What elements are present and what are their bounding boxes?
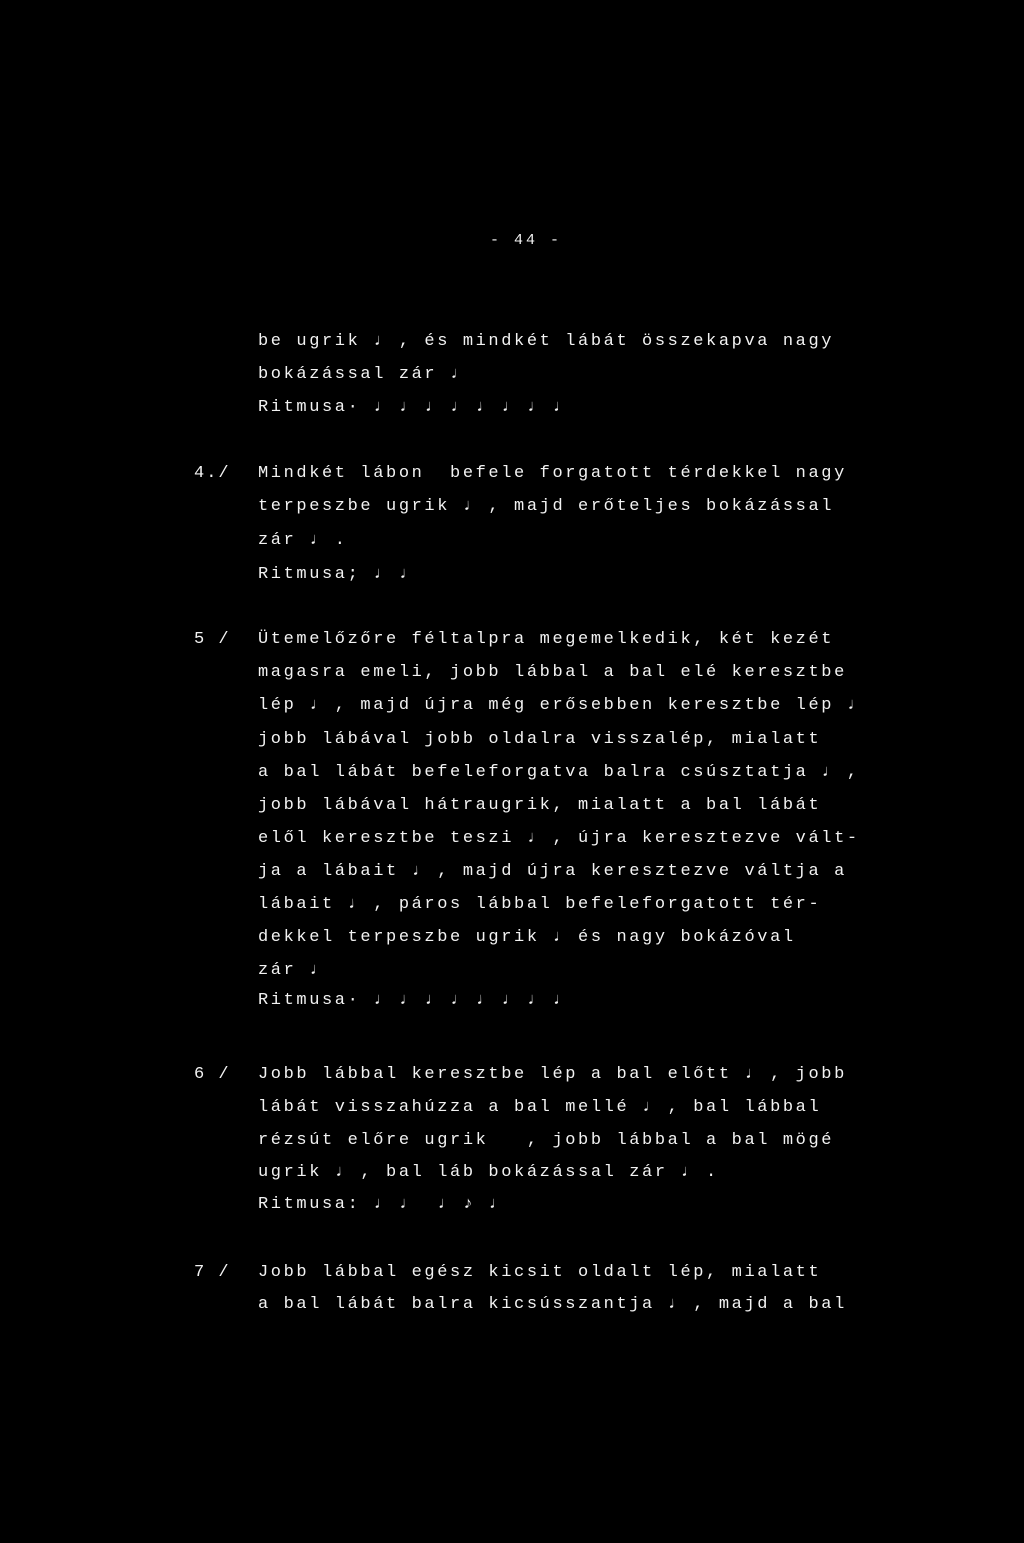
text-line: lép ♩ , majd újra még erősebben keresztbe lép ♩ (258, 696, 860, 715)
item-number: 7 / (194, 1263, 231, 1282)
text-line: dekkel terpeszbe ugrik ♩ és nagy bokázóval (258, 928, 796, 947)
text-line: jobb lábával hátraugrik, mialatt a bal lábát (258, 796, 822, 815)
item-number: 5 / (194, 630, 231, 649)
text-line: Mindkét lábon befele forgatott térdekkel nagy (258, 464, 847, 483)
text-line: terpeszbe ugrik ♩ , majd erőteljes bokázással (258, 497, 835, 516)
text-line: magasra emeli, jobb lábbal a bal elé keresztbe (258, 663, 847, 682)
item-number: 4./ (194, 464, 231, 483)
text-line: Jobb lábbal keresztbe lép a bal előtt ♩ , jobb (258, 1065, 847, 1084)
text-line: a bal lábát befeleforgatva balra csúsztatja ♩ , (258, 763, 860, 782)
text-line: zár ♩ . (258, 531, 348, 550)
page-number: - 44 - (490, 232, 563, 249)
rhythm-line: Ritmusa; ♩ ♩ (258, 565, 412, 584)
text-line: lábait ♩ , páros lábbal befeleforgatott tér- (258, 895, 822, 914)
text-line: be ugrik ♩ , és mindkét lábát összekapva nagy (258, 332, 835, 351)
text-line: Ütemelőzőre féltalpra megemelkedik, két kezét (258, 630, 835, 649)
text-line: elől keresztbe teszi ♩ , újra keresztezve vált- (258, 829, 860, 848)
item-number: 6 / (194, 1065, 231, 1084)
text-line: rézsút előre ugrik , jobb lábbal a bal mögé (258, 1131, 835, 1150)
rhythm-line: Ritmusa· ♩ ♩ ♩ ♩ ♩ ♩ ♩ ♩ (258, 398, 566, 417)
text-line: ja a lábait ♩ , majd újra keresztezve váltja a (258, 862, 847, 881)
rhythm-line: Ritmusa: ♩ ♩ ♩ ♪ ♩ (258, 1195, 502, 1214)
text-line: a bal lábát balra kicsússzantja ♩ , majd a bal (258, 1295, 847, 1314)
text-line: zár ♩ (258, 961, 323, 980)
text-line: lábát visszahúzza a bal mellé ♩ , bal lábbal (258, 1098, 822, 1117)
text-line: ugrik ♩ , bal láb bokázással zár ♩ . (258, 1163, 719, 1182)
text-line: bokázással zár ♩ (258, 365, 463, 384)
text-line: jobb lábával jobb oldalra visszalép, mialatt (258, 730, 822, 749)
text-line: Jobb lábbal egész kicsit oldalt lép, mialatt (258, 1263, 822, 1282)
rhythm-line: Ritmusa· ♩ ♩ ♩ ♩ ♩ ♩ ♩ ♩ (258, 991, 566, 1010)
